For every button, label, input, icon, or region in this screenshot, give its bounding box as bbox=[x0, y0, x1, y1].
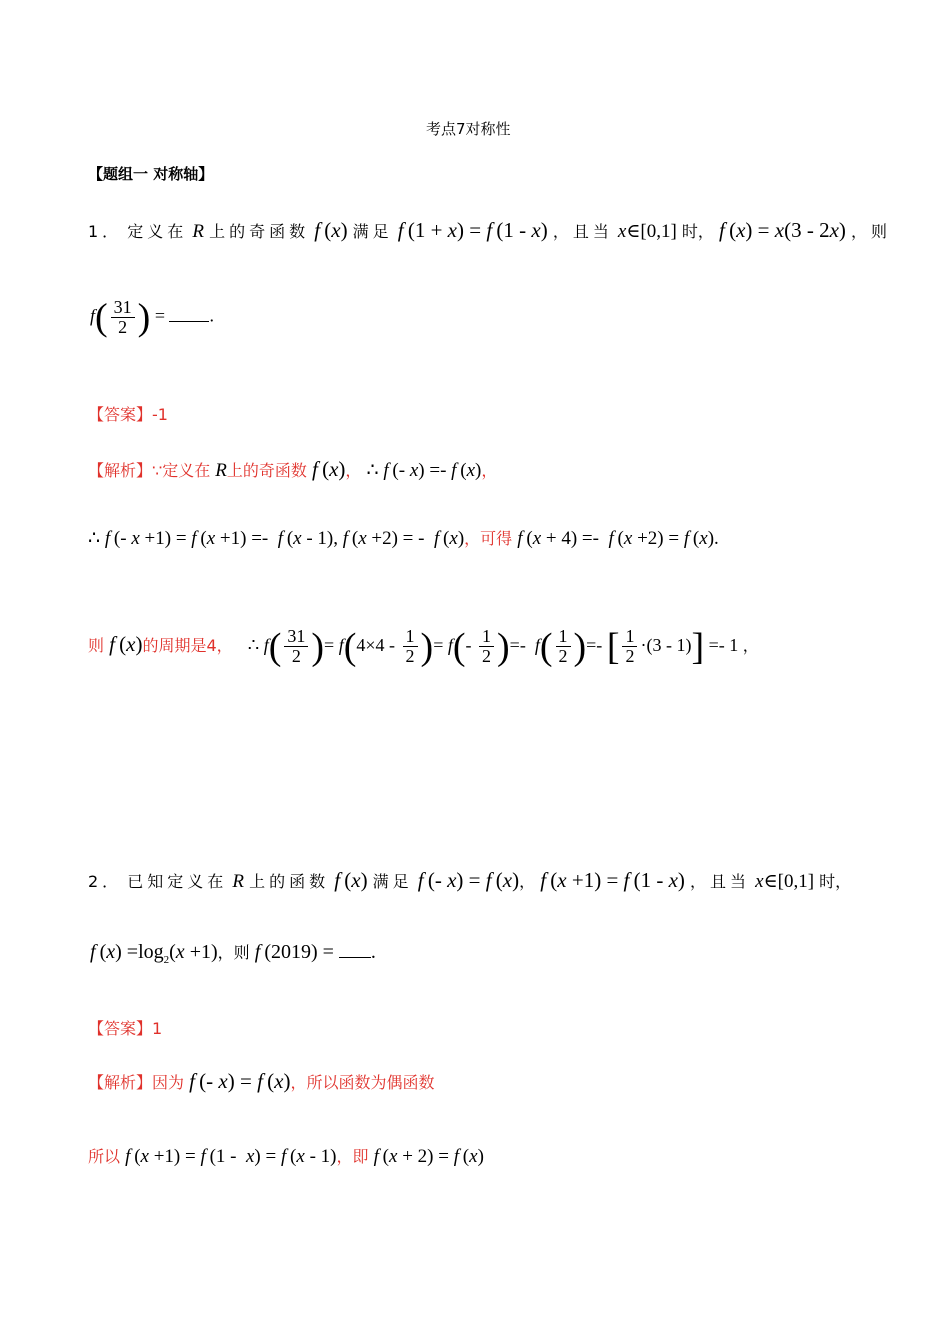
question-number: 2． bbox=[88, 872, 123, 891]
analysis-2-line-2 bbox=[88, 1140, 484, 1174]
math-R: R bbox=[215, 460, 227, 481]
math-log-definition: f $(x) =\log_2(x +1)$ bbox=[90, 941, 218, 966]
math-odd-relation: ∴ f (- x) =- f (x) bbox=[366, 460, 482, 481]
math-fx: f (x) bbox=[312, 457, 346, 481]
math-fx: f (x) bbox=[314, 218, 348, 242]
analysis-text: ∵定义在 bbox=[152, 461, 211, 480]
math-interval: x∈[0,1] bbox=[617, 221, 677, 242]
question-text: 满足 bbox=[352, 222, 393, 241]
question-text: ，则 bbox=[217, 943, 250, 962]
answer-blank bbox=[339, 941, 371, 958]
analysis-text: 上的奇函数 bbox=[226, 461, 307, 480]
page-title: 考点7对称性 bbox=[426, 120, 511, 138]
answer-label: 【答案】 bbox=[88, 1019, 153, 1038]
math-symmetry-condition: f (1 + x) = f (1 - x) bbox=[397, 218, 548, 242]
math-R: R bbox=[192, 221, 204, 242]
question-2-definition bbox=[90, 936, 376, 976]
question-text: ，且当 bbox=[552, 222, 613, 241]
answer-label: 【答案】 bbox=[88, 405, 153, 424]
analysis-text: ，即 bbox=[336, 1147, 369, 1166]
question-text: 已知定义在 bbox=[127, 872, 228, 891]
answer-blank bbox=[169, 305, 209, 322]
math-computation: ∴ f( $\frac{31}{2}$ )= f(4×4 - $\frac{1}{2}$ )= f(- $\frac{1}{2}$ )=- f( $\frac{1}{2}$ )=- [ $\frac{1}{2}$ ·(3 - 1)] =- 1 bbox=[247, 625, 743, 668]
question-text: 时， bbox=[819, 872, 852, 891]
question-text: 满足 bbox=[372, 872, 413, 891]
answer-1 bbox=[88, 402, 168, 425]
math-period-relation: f (x + 2) = f (x) bbox=[373, 1146, 484, 1167]
math-derivation: f (x +1) = f (1 - x) = f (x - 1) bbox=[125, 1146, 337, 1167]
math-definition: f (x) = x(3 - 2x) bbox=[719, 218, 846, 242]
analysis-1-line-1 bbox=[88, 452, 497, 488]
analysis-text: 所以 bbox=[88, 1147, 121, 1166]
analysis-text: 的周期是4， bbox=[142, 636, 233, 655]
analysis-text: 则 bbox=[88, 636, 105, 655]
analysis-text: ， bbox=[345, 461, 362, 480]
section-heading: 【题组一 对称轴】 bbox=[88, 165, 214, 183]
answer-value: 1 bbox=[152, 1019, 163, 1038]
analysis-text: ， bbox=[481, 461, 498, 480]
analysis-label: 【解析】 bbox=[88, 461, 153, 480]
math-target: f (2019) = . bbox=[254, 941, 376, 963]
math-R: R bbox=[232, 871, 244, 892]
math-period-relation: f (x + 4) =- f (x +2) = f (x) bbox=[517, 528, 715, 549]
math-even-condition: f (- x) = f (x) bbox=[189, 1069, 291, 1093]
question-text: 上的函数 bbox=[249, 872, 330, 891]
question-number: 1． bbox=[88, 222, 123, 241]
question-text: ，且当 bbox=[690, 872, 751, 891]
question-text: 定义在 bbox=[127, 222, 188, 241]
question-text: ，则 bbox=[851, 222, 892, 241]
analysis-text: 因为 bbox=[152, 1073, 185, 1092]
question-1-target: f( $\frac{31}{2}$ ) = . bbox=[90, 296, 214, 339]
analysis-text: ，所以函数为偶函数 bbox=[290, 1073, 435, 1092]
math-fx: f (x) bbox=[109, 632, 143, 656]
question-text: 时， bbox=[681, 222, 714, 241]
analysis-text: ，可得 bbox=[464, 529, 513, 548]
math-even-condition: f (- x) = f (x) bbox=[417, 868, 520, 892]
question-1-statement bbox=[88, 210, 891, 252]
answer-value: -1 bbox=[152, 405, 168, 424]
math-fx: f (x) bbox=[334, 868, 368, 892]
answer-2 bbox=[88, 1016, 162, 1039]
question-text: 上的奇函数 bbox=[209, 222, 310, 241]
math-symmetry-condition: f (x +1) = f (1 - x) bbox=[540, 868, 685, 892]
analysis-2-line-1 bbox=[88, 1064, 434, 1100]
math-derivation: ∴ f (- x +1) = f (x +1) =- f (x - 1), f (x +2) = - f (x) bbox=[88, 528, 465, 549]
analysis-1-line-3: 则 f (x)的周期是4， ∴ f( $\frac{31}{2}$ )= f(4×4 - $\frac{1}{2}$ )= f(- $\frac{1}{2}$ )=- f( $\frac{1}{2}$ )=- [ $\frac{1}{2}$ ·(3 - 1)] =- 1 ， bbox=[88, 625, 759, 668]
math-interval: x∈[0,1] bbox=[755, 871, 815, 892]
question-2-statement: 2． 已知定义在 R 上的函数 f (x) 满足 f (- x) = f (x)， f (x +1) = f (1 - x) ，且当 x∈[0,1] 时， bbox=[88, 868, 852, 892]
analysis-label: 【解析】 bbox=[88, 1073, 153, 1092]
analysis-1-line-2: ∴ f (- x +1) = f (x +1) =- f (x - 1), f (x +2) = - f (x)，可得 f (x + 4) =- f (x +2) = f (x). bbox=[88, 528, 719, 549]
